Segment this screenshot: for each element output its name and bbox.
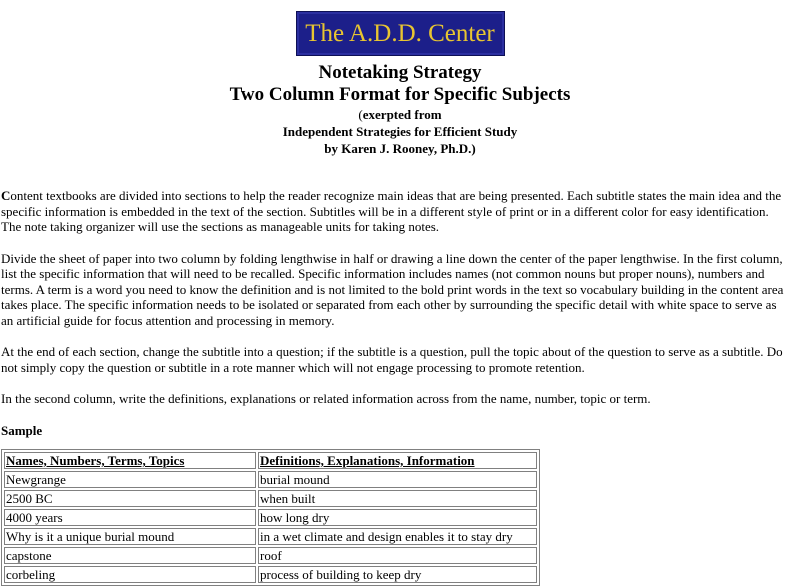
site-logo: The A.D.D. Center	[296, 11, 505, 56]
cell-term: 4000 years	[4, 509, 256, 526]
cell-definition: in a wet climate and design enables it to stay dry	[258, 528, 537, 545]
table-row	[4, 528, 537, 545]
excerpt-label: exerpted from	[362, 107, 442, 122]
cell-term: capstone	[4, 547, 256, 564]
sample-table	[1, 449, 540, 586]
author-line: by Karen J. Rooney, Ph.D.)	[324, 141, 476, 156]
cell-definition: roof	[258, 547, 537, 564]
excerpt-note	[0, 106, 800, 123]
cell-term: 2500 BC	[4, 490, 256, 507]
table-row	[4, 566, 537, 583]
drop-initial: C	[1, 188, 11, 203]
paragraph-section-end: At the end of each section, change the subtitle into a question; if the subtitle is a question, pull the topic about of the question to serve as a subtitle. Do not simply copy the question or subtitle in a rote manner which will not engage processing to promote retention.	[1, 344, 783, 375]
cell-definition: process of building to keep dry	[258, 566, 537, 583]
table-header-row	[4, 452, 537, 469]
cell-term: Why is it a unique burial mound	[4, 528, 256, 545]
open-paren: (	[358, 107, 363, 122]
cell-definition: burial mound	[258, 471, 537, 488]
sample-heading: Sample	[1, 422, 43, 438]
intro-text: ontent textbooks are divided into sections to help the reader recognize main ideas that are being presented. Each subtitle states the main idea and the specific information is embedded in the text of the section. Subtitles will be in a different style of print or in a different color for easy identification. The note taking organizer will use the sections as manageable units for taking notes.	[1, 188, 782, 234]
cell-term: Newgrange	[4, 471, 256, 488]
paragraph-second-column: In the second column, write the definitions, explanations or related information across from the name, number, topic or term.	[1, 391, 651, 406]
header-definitions: Definitions, Explanations, Information	[258, 452, 537, 469]
title-block	[0, 62, 800, 157]
header-names: Names, Numbers, Terms, Topics	[4, 452, 256, 469]
table-row	[4, 547, 537, 564]
page-title: Notetaking Strategy	[318, 62, 482, 83]
table-row	[4, 509, 537, 526]
book-title: Independent Strategies for Efficient Study	[282, 124, 518, 139]
table-row	[4, 490, 537, 507]
cell-term: corbeling	[4, 566, 256, 583]
paragraph-divide: Divide the sheet of paper into two column by folding lengthwise in half or drawing a line down the center of the paper lengthwise. In the first column, list the specific information that will need to be recalled. Specific information includes names (not common nouns but proper nouns), numbers and terms. A term is a word you need to know the definition and is not limited to the bold print words in the text so vocabulary building in the content area takes place. The specific information needs to be isolated or separated from each other by surrounding the specific detail with white space to serve as an artificial guide for focus attention and processing in memory.	[1, 250, 784, 328]
paragraph-intro	[1, 188, 786, 235]
main-content	[0, 188, 800, 586]
table-row	[4, 471, 537, 488]
cell-definition: when built	[258, 490, 537, 507]
logo-area	[0, 0, 800, 56]
cell-definition: how long dry	[258, 509, 537, 526]
page-subtitle: Two Column Format for Specific Subjects	[229, 84, 571, 105]
